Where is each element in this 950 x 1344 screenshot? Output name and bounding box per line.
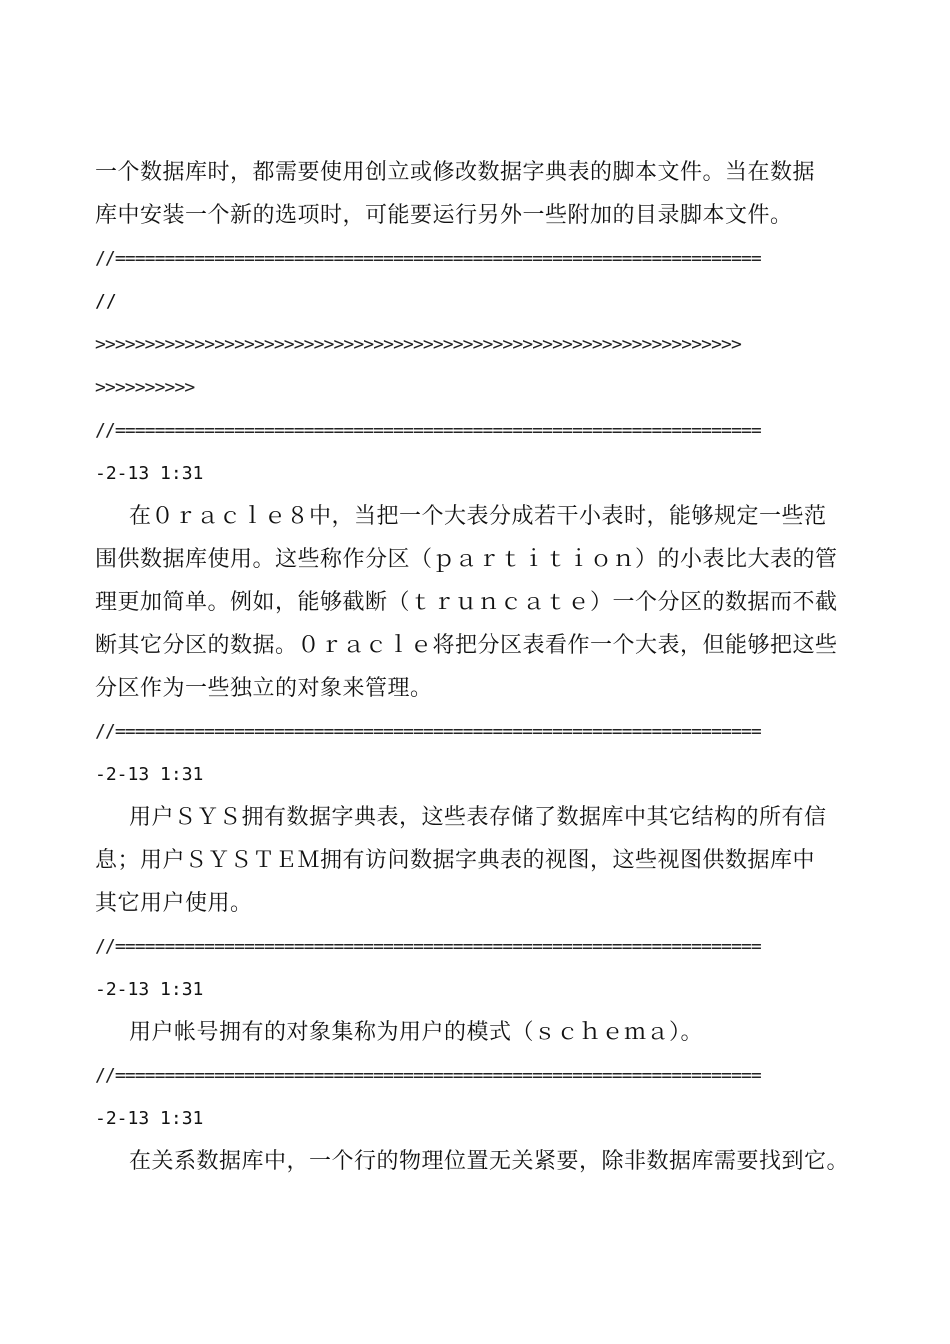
separator-line: //================================================================= — [95, 420, 761, 441]
separator-line: >>>>>>>>>> — [95, 377, 195, 398]
paragraph-line: 在关系数据库中，一个行的物理位置无关紧要，除非数据库需要找到它。 — [129, 1149, 850, 1174]
paragraph-line: 库中安装一个新的选项时，可能要运行另外一些附加的目录脚本文件。 — [95, 203, 793, 228]
paragraph-line: 理更加简单。例如，能够截断（ｔｒｕｎｃａｔｅ）一个分区的数据而不截 — [95, 590, 838, 615]
separator-line: //================================================================= — [95, 248, 761, 269]
paragraph-line: 一个数据库时，都需要使用创立或修改数据字典表的脚本文件。当在数据 — [95, 160, 816, 185]
paragraph-line: 用户ＳＹＳ拥有数据字典表，这些表存储了数据库中其它结构的所有信 — [129, 805, 827, 830]
separator-line: // — [95, 291, 117, 312]
paragraph-line: 围供数据库使用。这些称作分区（ｐａｒｔｉｔｉｏｎ）的小表比大表的管 — [95, 547, 838, 572]
separator-line: //================================================================= — [95, 721, 761, 742]
paragraph-line: 断其它分区的数据。０ｒａｃｌｅ将把分区表看作一个大表，但能够把这些 — [95, 633, 838, 658]
paragraph-line: 其它用户使用。 — [95, 891, 253, 916]
paragraph-line: 用户帐号拥有的对象集称为用户的模式（ｓｃｈｅｍａ）。 — [129, 1020, 704, 1045]
timestamp: -2-13 1:31 — [95, 764, 204, 785]
separator-line: //================================================================= — [95, 1065, 761, 1086]
separator-line: //================================================================= — [95, 936, 761, 957]
paragraph-line: 在０ｒａｃｌｅ８中，当把一个大表分成若干小表时，能够规定一些范 — [129, 504, 827, 529]
separator-line: >>>>>>>>>>>>>>>>>>>>>>>>>>>>>>>>>>>>>>>>>>>>>>>>>>>>>>>>>>>>>>>>> — [95, 334, 741, 355]
paragraph-line: 息；用户ＳＹＳＴＥＭ拥有访问数据字典表的视图，这些视图供数据库中 — [95, 848, 816, 873]
paragraph-line: 分区作为一些独立的对象来管理。 — [95, 676, 433, 701]
timestamp: -2-13 1:31 — [95, 463, 204, 484]
timestamp: -2-13 1:31 — [95, 1108, 204, 1129]
timestamp: -2-13 1:31 — [95, 979, 204, 1000]
